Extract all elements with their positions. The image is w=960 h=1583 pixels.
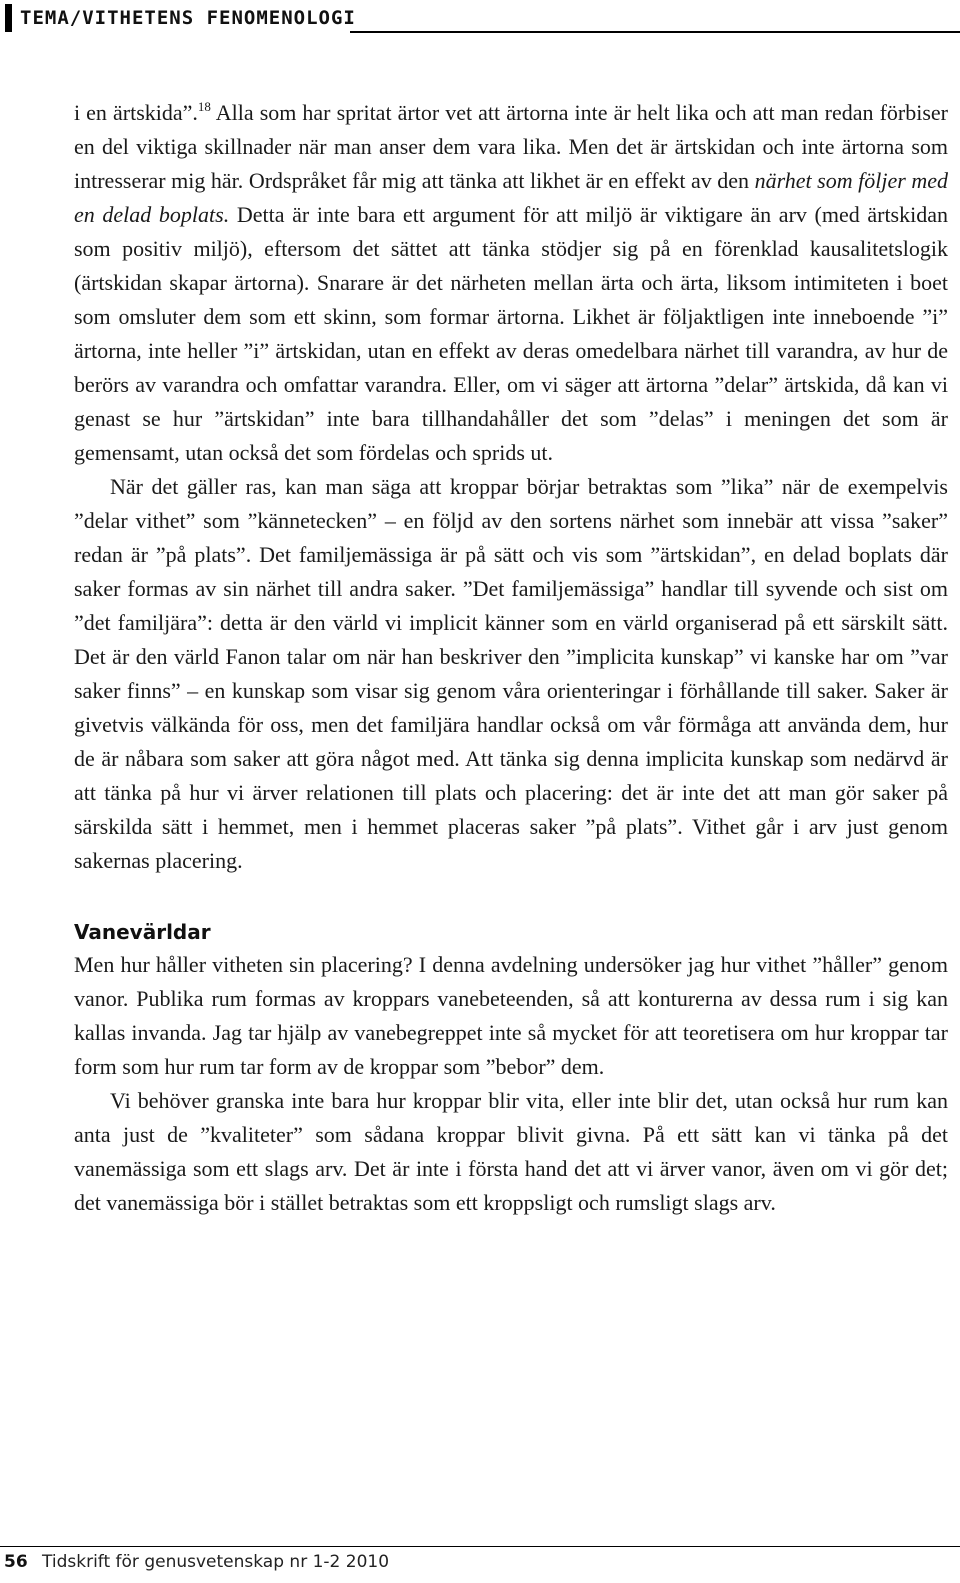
body-paragraph: Vi behöver granska inte bara hur kroppar blir vita, eller inte blir det, utan också hur rum kan anta just de ”kvaliteter” som sådana kroppar blivit givna. På ett sätt kan vi tänka på det vanemässiga som ett slags arv. Det är inte i första hand det att vi ärver vanor, även om vi gör det; det vanemässiga bör i stället betraktas som ett kroppsligt och rumsligt slags arv.: [74, 1088, 948, 1215]
body-paragraph: När det gäller ras, kan man säga att kroppar börjar betraktas som ”lika” när de exempelvis ”delar vithet” som ”kännetecken” – en följd av den sortens närhet som innebär att vissa ”saker” redan är ”på plats”. Det familjemässiga är på sätt och vis som ”ärtskidan”, en delad boplats där saker formas av sin närhet till andra saker. ”Det familjemässiga” handlar till syvende och sist om ”det familjära”: detta är den värld vi implicit känner som en värld organiserad på ett särskilt sätt. Det är den värld Fanon talar om när han beskriver den ”implicita kunskap” vi kanske har om ”var saker finns” – en kunskap som visar sig genom våra orienteringar i förhållande till saker. Saker är givetvis välkända för oss, men det familjära handlar också om vår förmåga att använda dem, hur de är nåbara som saker att göra något med. Att tänka sig denna implicita kunskap som nedärvd är att tänka på hur vi ärver relationen till plats och placering: det är inte det att man gör saker på särskilda sätt i hemmet, men i hemmet placeras saker ”på plats”. Vithet går i arv just genom sakernas placering.: [74, 474, 948, 873]
footnote-reference: 18: [197, 99, 211, 114]
running-header-title: TEMA/VITHETENS FENOMENOLOGI: [20, 7, 356, 29]
emphasized-text: närhet som följer med en delad boplats.: [74, 168, 948, 227]
body-paragraph: Men hur håller vitheten sin placering? I denna avdelning undersöker jag hur vithet ”håller” genom vanor. Publika rum formas av kroppars vanebeteenden, så att konturerna av dessa rum i sig kan kallas invanda. Jag tar hjälp av vanebegreppet inte så mycket för att teoretisera om hur kroppar tar form som hur rum tar form av de kroppar som ”bebor” dem.: [74, 952, 948, 1079]
running-header: [0, 0, 960, 40]
section-heading: Vanevärldar: [74, 920, 211, 944]
page-footer: [0, 1540, 960, 1583]
paragraph-text: Alla som har spritat ärtor vet att ärtorna inte är helt lika och att man redan förbiser en del viktiga skillnader när man anser dem vara lika. Men det är ärtskidan och inte ärtorna som intresserar mig här. Ordspråket får mig att tänka att likhet är en effekt av den: [74, 100, 948, 193]
journal-title: Tidskrift för genusvetenskap nr 1-2 2010: [42, 1552, 390, 1572]
header-bar-marker: [5, 4, 12, 32]
paragraph-text: Detta är inte bara ett argument för att miljö är viktigare än arv (med ärtskidan som positiv miljö), eftersom det sättet att tänka stödjer sig på en förenklad kausalitetslogik (ärtskidan skapar ärtorna). Snarare är det närheten mellan ärta och ärta, liksom intimiteten i boet som omsluter dem som ett skinn, som formar ärtorna. Likhet är följaktligen inte inneboende ”i” ärtorna, inte heller ”i” ärtskidan, utan en effekt av deras omedelbara närhet till varandra, av hur de berörs av varandra och omfattar varandra. Eller, om vi säger att ärtorna ”delar” ärtskida, då kan vi genast se hur ”ärtskidan” inte bara tillhandahåller det som ”delas” i meningen det som är gemensamt, utan också det som fördelas och sprids ut.: [74, 202, 948, 465]
body-paragraph: [74, 96, 948, 470]
article-body: [74, 96, 948, 1220]
paragraph-text: i en ärtskida”.: [74, 100, 198, 125]
footer-rule: [0, 1546, 960, 1547]
page-number: 56: [4, 1552, 28, 1572]
header-rule: [350, 31, 960, 33]
